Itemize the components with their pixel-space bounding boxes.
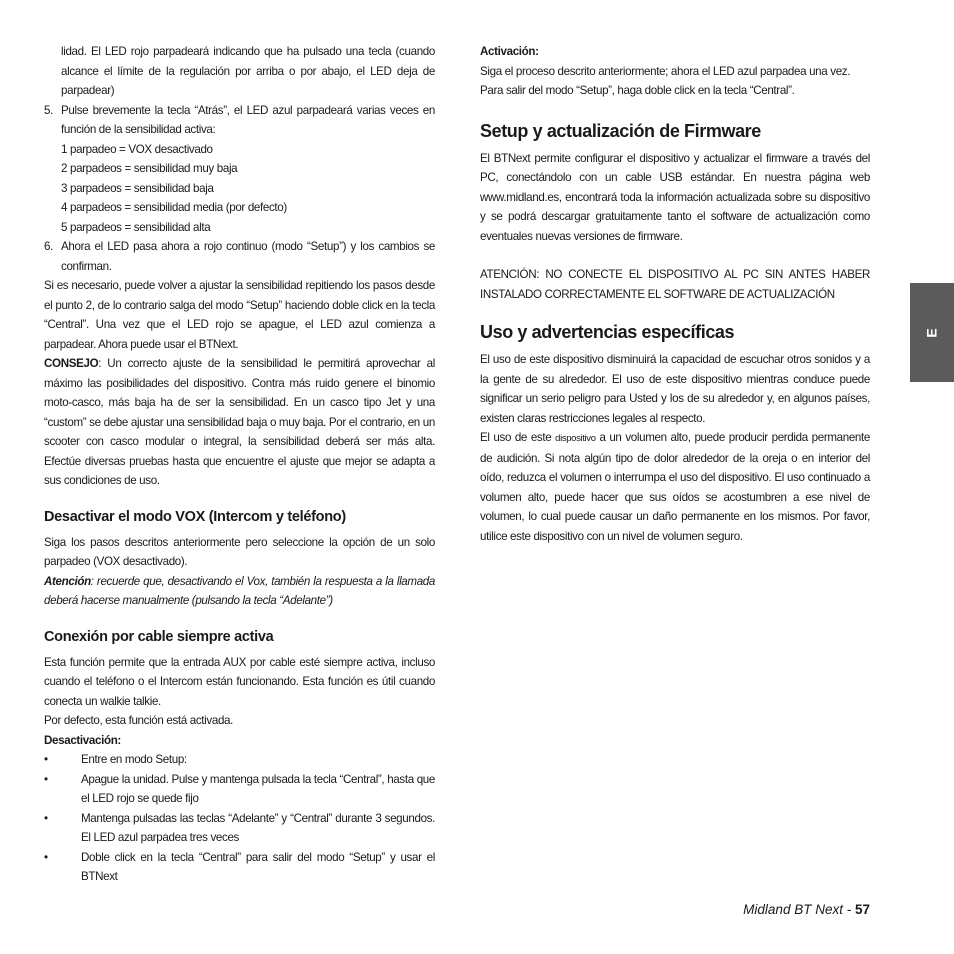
list-item: • Mantenga pulsadas las teclas “Adelante” y “Central” durante 3 segundos. El LED azul parpadea tres veces [44, 809, 435, 848]
activation-line: Siga el proceso descrito anteriormente; ahora el LED azul parpadea una vez. [480, 64, 851, 78]
language-tab [910, 283, 954, 382]
deactivation-label: Desactivación: [44, 733, 121, 747]
page-number: 57 [854, 902, 870, 917]
cable-heading: Conexión por cable siempre activa [44, 628, 274, 645]
bullet: • [44, 850, 48, 864]
step-list-item: 4 parpadeos = sensibilidad media (por defecto) [61, 201, 287, 214]
right-column [480, 42, 870, 546]
step-6 [44, 237, 435, 276]
page-footer [743, 902, 870, 917]
step-number: 5. [44, 103, 53, 117]
list-item: • Doble click en la tecla “Central” para salir del modo “Setup” y usar el BTNext [44, 848, 435, 887]
bullet: • [44, 753, 48, 766]
note-label: Atención [44, 574, 91, 588]
vox-heading: Desactivar el modo VOX (Intercom y teléfono) [44, 508, 346, 525]
vox-paragraph: Siga los pasos descritos anteriormente pero seleccione la opción de un solo parpadeo (VOX desactivado). [44, 535, 435, 568]
step-list-item: 5 parpadeos = sensibilidad alta [61, 220, 211, 234]
usage-heading: Uso y advertencias específicas [480, 322, 735, 342]
continued-paragraph: lidad. El LED rojo parpadeará indicando que ha pulsado una tecla (cuando alcance el límite de la regulación por arriba o por abajo, el LED deja de parpadear) [61, 45, 435, 97]
step-5 [44, 101, 435, 238]
vox-note [44, 572, 435, 611]
step-list-item: 3 parpadeos = sensibilidad baja [61, 181, 214, 195]
usage-paragraph: El uso de este dispositivo disminuirá la capacidad de escuchar otros sonidos y a la gente de su alrededor. El uso de este dispositivo mientras conduce puede significar un serio peligro para Usted y los de su alrededor y, en algunos países, existen claras restricciones legales al respecto. [480, 353, 870, 425]
cable-default: Por defecto, esta función está activada. [44, 714, 234, 727]
cable-paragraph: Esta función permite que la entrada AUX por cable esté siempre activa, incluso cuando el teléfono o el Intercom están funcionando. Esta función es útil cuando conecta un walkie talkie. [44, 655, 435, 708]
tip-paragraph [44, 354, 435, 491]
usage-paragraph: El uso de este dispositivo a un volumen alto, puede producir perdida permanente de audición. Si nota algún tipo de dolor alrededor de la oreja o en interior del oído, reduzca el volumen o interrumpa el uso del dispositivo. El uso continuado a volumen alto, puede hacer que sus oídos se acostumbren a ese nivel de volumen, lo cual puede causar un daño permanente en los mismos. Por favor, utilice este dispositivo con un nivel de volumen seguro. [480, 431, 870, 543]
left-column [44, 42, 435, 887]
tip-label: CONSEJO [44, 357, 99, 370]
firmware-warning: ATENCIÓN: NO CONECTE EL DISPOSITIVO AL PC SIN ANTES HABER INSTALADO CORRECTAMENTE EL SOFTWARE DE ACTUALIZACIÓN [480, 268, 870, 301]
bullet: • [44, 772, 48, 786]
step-text: Pulse brevemente la tecla “Atrás”, el LED azul parpadeará varias veces en función de la sensibilidad activa: [61, 103, 435, 136]
list-item: • Entre en modo Setup: [44, 750, 435, 770]
note-text: : recuerde que, desactivando el Vox, también la respuesta a la llamada deberá hacerse manualmente (pulsando la tecla “Adelante”) [44, 574, 435, 607]
activation-label: Activación: [480, 45, 539, 58]
firmware-heading: Setup y actualización de Firmware [480, 120, 761, 141]
tip-text: : Un correcto ajuste de la sensibilidad le permitirá aprovechar al máximo las posibilidades del dispositivo. Contra más ruido genere el binomio moto-casco, más baja ha de ser la sensibilidad. En un casco tipo Jet y una “custom” se debe ajustar una sensibilidad baja o muy baja. Por el contrario, en un scooter con casco modular o integral, la sensibilidad deberá ser más alta. Efectúe diversas pruebas hasta que encuentre el ajuste que mejor se adapta a sus condiciones de uso. [44, 357, 435, 487]
step-text: Ahora el LED pasa ahora a rojo continuo (modo “Setup”) y los cambios se confirman. [61, 240, 435, 273]
firmware-paragraph: El BTNext permite configurar el dispositivo y actualizar el firmware a través del PC, conectándolo con un cable USB estándar. En nuestra página web www.midland.es, encontrará toda la información actualizada sobre su dispositivo y se podrá descargar gratuitamente tanto el software de actualización como eventuales nuevas versiones de firmware. [480, 151, 870, 243]
footer-title: Midland BT Next - [743, 902, 855, 917]
step-number: 6. [44, 240, 53, 253]
step-list-item: 2 parpadeos = sensibilidad muy baja [61, 162, 238, 175]
bullet: • [44, 811, 48, 825]
language-tab-letter: E [924, 327, 940, 338]
step-list-item: 1 parpadeo = VOX desactivado [61, 142, 213, 156]
list-item: • Apague la unidad. Pulse y mantenga pulsada la tecla “Central”, hasta que el LED rojo se quede fijo [44, 770, 435, 809]
repeat-paragraph: Si es necesario, puede volver a ajustar la sensibilidad repitiendo los pasos desde el punto 2, de lo contrario salga del modo “Setup” haciendo doble click en la tecla “Central”. Una vez que el LED rojo se apague, el LED azul comienza a parpadear. Ahora puede usar el BTNext. [44, 279, 435, 351]
activation-line: Para salir del modo “Setup”, haga doble click en la tecla “Central”. [480, 84, 795, 97]
